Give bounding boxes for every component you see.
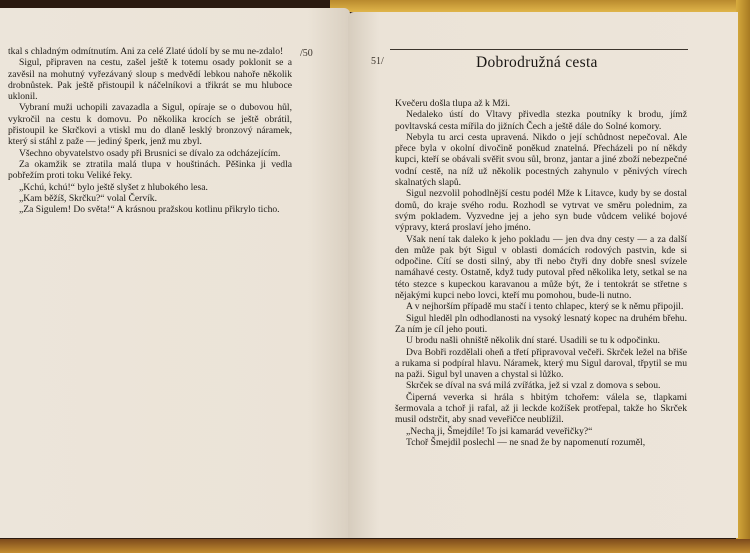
right-page [348, 12, 738, 538]
chapter-rule [390, 49, 688, 50]
left-page-text [8, 46, 292, 215]
paragraph: Sigul, připraven na cestu, zašel ještě k totemu osady poklonit se a zavěsil na mohutný vyřezávaný sloup s medvědí lebkou nahoře několik drobnůstek. Pak ještě přistoupil k náčelníkovi a třikrát se mu hluboce uklonil. [8, 57, 292, 103]
paragraph: Nebyla tu arci cesta upravená. Nikdo o její schůdnost nepečoval. Ale přece byla v okolní divočině poněkud znatelná. Přecházeli po ní někdy kupci, kteří se obávali svěřit svou sůl, bronz, jantar a jiné zboží nebezpečné vodní cestě, na níž už několik pocestných zahynulo v pěnivých vírech skalnatých slapů. [395, 131, 687, 189]
paragraph: „Za Sigulem! Do světa!“ A krásnou pražskou kotlinu přikrylo ticho. [19, 204, 280, 216]
chapter-title: Dobrodružná cesta [476, 54, 598, 71]
paragraph: Nedaleko ústí do Vltavy přivedla stezka poutníky k brodu, jímž povltavská cesta mířila do jižních Čech a ještě dále do Solné komory. [395, 109, 687, 132]
paragraph: U brodu našli ohniště několik dní staré. Usadili se tu k odpočinku. [406, 335, 660, 347]
paragraph: Tchoř Šmejdil poslechl — ne snad že by napomenutí rozuměl, [406, 436, 646, 448]
paragraph: Za okamžik se ztratila malá tlupa v houštinách. Pěšinka ji vedla pobřežím proti toku Veliké řeky. [8, 158, 292, 182]
page-number: /50 [300, 48, 313, 59]
right-page-text [395, 98, 687, 448]
paragraph: Všechno obyvatelstvo osady při Brusnici se dívalo za odcházejícím. [19, 147, 281, 159]
paragraph: Však není tak daleko k jeho pokladu — jen dva dny cesty — a za další den může pak být Sigul v oblasti domácích rodových pastvin, kde si odpočine. Cítí se dosti silný, aby tři nebo čtyři dny dobře snesl svízele namáhavé cesty. Ostatně, když tudy putoval před několika lety, setkal se na této stezce s kupeckou karavanou a může být, že i tentokrát se střetne s nějakými kupci nebo lovci, kteří mu pomohou, bude-li nutno. [395, 233, 687, 302]
paragraph: „Kam běžíš, Skrčku?“ volal Červík. [19, 192, 157, 204]
book-cover-edge-top [330, 0, 750, 12]
paragraph: Čiperná veverka si hrála s hbitým tchořem: válela se, tlapkami šermovala a tchoř ji rafal, až ji leckde kožíšek protřepal, takže ho Skrček musil odstrčit, aby snad veveřičce neublížil. [395, 391, 687, 426]
paragraph: Sigul nezvolil pohodlnější cestu podél Mže k Litavce, kudy by se dostal domů, do kraje svého rodu. Rozhodl se vytrvat ve směru polednim, za svým pokladem. Vyzvedne jej a jeho syn bude vůdcem veliké bojové výpravy, která proslaví jeho jméno. [395, 188, 687, 234]
paragraph: tkal s chladným odmítnutím. Ani za celé Zlaté údolí by se mu ne-zdalo! [8, 46, 284, 57]
paragraph: „Nechᶏ ji, Šmejdíle! To jsi kamarád veveřičky?“ [406, 425, 593, 437]
paragraph: Dva Bobři rozdělali oheň a třetí připravoval večeři. Skrček ležel na břiše a rukama si podpíral hlavu. Náramek, který mu Sigul daroval, třpytil se mu na paži. Sigul byl unaven a chystal si lůžko. [395, 346, 687, 381]
paragraph: Skrček se díval na svá milá zvířátka, jež si vzal z domova s sebou. [406, 380, 661, 392]
book-cover-edge-right [736, 0, 750, 553]
left-page [0, 8, 350, 538]
paragraph: Kvečeru došla tlupa až k Mži. [395, 98, 511, 109]
paragraph: Vybraní muži uchopili zavazadla a Sigul, opíraje se o dubovou hůl, vykročil na cestu k domovu. Po několika krocích se ještě obrátil, přistoupil ke Skrčkovi a vtiskl mu do dlaně lesklý bronzový náramek, který si stáhl z paže — jediný šperk, jenž mu zbyl. [8, 102, 292, 148]
paragraph: Sigul hleděl pln odhodlanosti na vysoký lesnatý kopec na druhém břehu. Za ním je cíl jeho pouti. [395, 312, 687, 335]
page-number: 51/ [371, 56, 384, 67]
paragraph: „Kchú, kchú!“ bylo ještě slyšet z hlubokého lesa. [19, 181, 208, 193]
book-cover-edge-bottom [0, 539, 750, 553]
paragraph: A v nejhorším případě mu stačí i tento chlapec, který se k němu připojil. [406, 301, 684, 313]
